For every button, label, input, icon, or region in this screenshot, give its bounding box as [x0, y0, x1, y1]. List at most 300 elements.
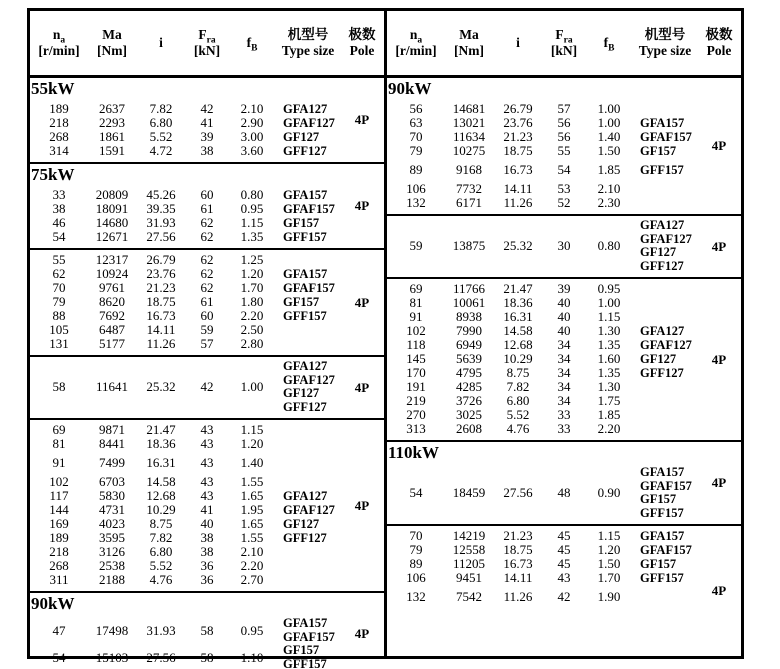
table-row [30, 102, 340, 116]
type-size-cell [633, 380, 697, 394]
i-cell: 31.93 [146, 622, 176, 638]
type-size-cell [633, 590, 697, 604]
na-cell: 55 [52, 252, 66, 267]
type-size-list [633, 219, 697, 273]
i-cell: 21.47 [146, 422, 176, 437]
na-cell: 54 [409, 485, 423, 500]
table-row [387, 163, 697, 177]
pole-label: 4P [711, 238, 727, 254]
type-size-cell: GFAF157 [640, 543, 692, 557]
table-row [30, 545, 340, 559]
header-subscript: a [417, 35, 423, 46]
table-block-left-3 [30, 355, 384, 418]
ma-cell: 7692 [99, 308, 125, 323]
power-section-title: 55kW [31, 79, 75, 98]
type-size-cell: GF127 [640, 352, 677, 366]
fra-cell: 45 [557, 542, 571, 557]
na-cell: 268 [49, 129, 69, 144]
block-main [387, 279, 697, 440]
i-cell: 18.75 [146, 294, 176, 309]
fb-cell: 1.80 [240, 294, 264, 309]
table-row [30, 624, 276, 638]
header-col-3-left [186, 11, 228, 75]
table-row [387, 324, 697, 338]
table-row [387, 543, 697, 557]
type-size-cell [633, 422, 697, 436]
fra-cell: 53 [557, 181, 571, 196]
fb-cell: 1.20 [240, 436, 264, 451]
header-col-5-right [633, 11, 697, 75]
num-rows [387, 466, 633, 520]
header-symbol: $n_a$ [409, 27, 423, 46]
ma-cell: 3126 [99, 544, 125, 559]
table-row [30, 116, 340, 130]
fra-cell: 34 [557, 393, 571, 408]
i-cell: 11.26 [503, 195, 533, 210]
table-row [30, 337, 340, 351]
i-cell: 14.58 [146, 474, 176, 489]
header-unit: Pole [349, 43, 375, 58]
type-size-cell: GFA127 [640, 324, 685, 338]
header-col-0-left [30, 11, 88, 75]
table-row [387, 338, 697, 352]
table-row [30, 230, 340, 244]
ma-cell: 2538 [99, 558, 125, 573]
type-size-line: GFF127 [283, 399, 327, 414]
type-size-cell: GFAF157 [640, 130, 692, 144]
ma-cell: 8938 [456, 309, 482, 324]
fra-cell: 33 [557, 407, 571, 422]
na-cell: 189 [49, 530, 69, 545]
header-unit: [r/min] [395, 43, 437, 58]
ma-cell: 2293 [99, 115, 125, 130]
type-size-cell: GFA157 [640, 116, 685, 130]
fb-cell: 1.55 [240, 474, 264, 489]
ma-cell: 6487 [99, 322, 125, 337]
table-row [30, 216, 340, 230]
type-size-list [633, 466, 697, 520]
num-rows [30, 360, 276, 414]
table-row [30, 202, 340, 216]
type-size-cell: GF127 [283, 130, 320, 144]
ma-cell: 9761 [99, 280, 125, 295]
type-size-list [276, 617, 340, 669]
table-row [30, 188, 340, 202]
header-subscript: B [251, 43, 258, 54]
i-cell: 8.75 [506, 365, 530, 380]
na-cell: 270 [406, 407, 426, 422]
fra-cell: 55 [557, 143, 571, 158]
ma-cell: 14680 [95, 215, 129, 230]
i-cell: 16.31 [146, 455, 176, 470]
type-size-cell [276, 253, 340, 267]
header-symbol: $f_B$ [603, 35, 615, 54]
header-col-6-left [340, 11, 384, 75]
i-cell: 6.80 [149, 115, 173, 130]
i-cell: 14.11 [503, 570, 533, 585]
fb-cell: 1.35 [597, 365, 621, 380]
i-cell: 16.73 [146, 308, 176, 323]
fra-cell: 45 [557, 528, 571, 543]
i-cell: 6.80 [149, 544, 173, 559]
table-row [387, 366, 697, 380]
type-size-cell: GFA157 [640, 529, 685, 543]
table-row [387, 102, 697, 116]
fra-cell: 43 [200, 474, 214, 489]
header-unit: [kN] [550, 43, 578, 58]
type-size-line: GF127 [283, 386, 320, 400]
table-block-left-0 [30, 78, 384, 162]
pole-cell [340, 164, 384, 248]
fb-cell: 1.00 [597, 295, 621, 310]
table-row [387, 130, 697, 144]
i-cell: 6.80 [506, 393, 530, 408]
type-size-cell [276, 456, 340, 470]
type-size-cell [633, 296, 697, 310]
i-cell: 14.11 [146, 322, 176, 337]
header-col-4-right [585, 11, 633, 75]
fra-cell: 41 [200, 115, 214, 130]
split-group [387, 216, 697, 277]
na-cell: 219 [406, 393, 426, 408]
left-table-half [30, 11, 384, 669]
block-main [387, 526, 697, 656]
i-cell: 4.72 [149, 143, 173, 158]
ma-cell: 4023 [99, 516, 125, 531]
table-row [30, 475, 340, 489]
fra-cell: 39 [557, 281, 571, 296]
fra-cell: 62 [200, 280, 214, 295]
pole-cell [697, 442, 741, 524]
table-block-right-0 [387, 78, 741, 214]
na-cell: 106 [406, 181, 426, 196]
i-cell: 21.47 [503, 281, 533, 296]
fb-cell: 3.60 [240, 143, 264, 158]
type-size-line: GFF127 [640, 258, 684, 273]
table-block-left-2 [30, 248, 384, 355]
fb-cell: 1.70 [240, 280, 264, 295]
type-size-cell: GFAF157 [283, 202, 335, 216]
na-cell: 38 [52, 201, 66, 216]
na-cell: 54 [52, 649, 66, 665]
table-row [387, 296, 697, 310]
ma-cell: 1591 [99, 143, 125, 158]
na-cell: 70 [409, 528, 423, 543]
table-row [387, 408, 697, 422]
type-size-cell [633, 282, 697, 296]
fra-cell: 43 [200, 488, 214, 503]
fra-cell: 43 [200, 422, 214, 437]
fb-cell: 2.10 [240, 101, 264, 116]
fb-cell: 1.95 [240, 502, 264, 517]
type-size-line: GFA157 [283, 616, 328, 630]
header-col-3-right [543, 11, 585, 75]
type-size-cell: GF127 [283, 517, 320, 531]
ma-cell: 4731 [99, 502, 125, 517]
block-main [387, 216, 697, 277]
pole-label: 4P [354, 626, 370, 641]
na-cell: 79 [52, 294, 66, 309]
type-size-cell: GFF157 [283, 230, 327, 244]
na-cell: 218 [49, 544, 69, 559]
i-cell: 18.36 [503, 295, 533, 310]
table-row [387, 144, 697, 158]
ma-cell: 2188 [99, 572, 125, 587]
pole-label: 4P [354, 112, 370, 127]
split-group [387, 463, 697, 524]
table-row [30, 380, 276, 394]
fb-cell: 1.15 [240, 422, 264, 437]
i-cell: 18.75 [503, 143, 533, 158]
na-cell: 191 [406, 379, 426, 394]
fra-cell: 43 [200, 436, 214, 451]
split-group [30, 357, 340, 418]
ma-cell: 10061 [452, 295, 486, 310]
na-cell: 102 [406, 323, 426, 338]
header-col-5-left [276, 11, 340, 75]
na-cell: 89 [409, 162, 423, 177]
left-table-blocks [30, 78, 384, 669]
table-row [30, 309, 340, 323]
header-symbol: i [516, 35, 520, 50]
i-cell: 8.75 [149, 516, 173, 531]
fra-cell: 62 [200, 252, 214, 267]
type-size-line: GFAF127 [283, 372, 335, 387]
header-subscript: B [608, 43, 615, 54]
header-col-6-right [697, 11, 741, 75]
type-size-cell [633, 196, 697, 210]
table-row [30, 295, 340, 309]
num-rows [387, 219, 633, 273]
fb-cell: 0.80 [240, 187, 264, 202]
na-cell: 58 [52, 379, 66, 394]
ma-cell: 9871 [99, 422, 125, 437]
ma-cell: 15103 [95, 649, 129, 665]
ma-cell: 6949 [456, 337, 482, 352]
fra-cell: 52 [557, 195, 571, 210]
ma-cell: 3025 [456, 407, 482, 422]
header-col-4-left [228, 11, 276, 75]
left-table-header [30, 11, 384, 78]
i-cell: 10.29 [146, 502, 176, 517]
ma-cell: 11641 [95, 379, 129, 394]
na-cell: 69 [409, 281, 423, 296]
pole-cell [697, 526, 741, 656]
na-cell: 189 [49, 101, 69, 116]
ma-cell: 12558 [452, 542, 486, 557]
i-cell: 4.76 [149, 572, 173, 587]
power-section-title: 75kW [31, 165, 75, 184]
fra-cell: 48 [557, 485, 571, 500]
table-row [387, 529, 697, 543]
i-cell: 23.76 [146, 266, 176, 281]
type-size-cell [276, 559, 340, 573]
table-row [387, 557, 697, 571]
header-symbol: 机型号 [287, 27, 329, 42]
fb-cell: 0.95 [240, 622, 264, 638]
table-row [387, 590, 697, 604]
rows-group [30, 250, 340, 355]
rows-group [387, 99, 697, 214]
type-size-cell: GFAF127 [640, 338, 692, 352]
fb-cell: 2.50 [240, 322, 264, 337]
table-row [30, 456, 340, 470]
type-size-line: GFF157 [640, 505, 684, 520]
fb-cell: 2.70 [240, 572, 264, 587]
ma-cell: 11634 [452, 129, 486, 144]
i-cell: 14.11 [503, 181, 533, 196]
ma-cell: 10924 [95, 266, 129, 281]
i-cell: 21.23 [146, 280, 176, 295]
gearmotor-spec-table [27, 8, 744, 669]
ma-cell: 12317 [95, 252, 129, 267]
type-size-list [276, 360, 340, 414]
fb-cell: 1.25 [240, 252, 264, 267]
na-cell: 132 [406, 195, 426, 210]
pole-cell [340, 420, 384, 591]
na-cell: 81 [52, 436, 66, 451]
fb-cell: 1.00 [240, 379, 264, 394]
type-size-line: GFAF157 [640, 478, 692, 493]
rows-group [387, 526, 697, 656]
type-size-cell: GFA157 [283, 267, 328, 281]
i-cell: 45.26 [146, 187, 176, 202]
type-size-cell: GF157 [283, 295, 320, 309]
type-size-cell: GF157 [283, 216, 320, 230]
fb-cell: 1.15 [597, 309, 621, 324]
i-cell: 16.73 [503, 162, 533, 177]
fra-cell: 62 [200, 229, 214, 244]
header-unit: Pole [706, 43, 732, 58]
block-main [30, 593, 340, 669]
table-row [387, 380, 697, 394]
fra-cell: 34 [557, 351, 571, 366]
i-cell: 27.56 [503, 485, 533, 500]
fb-cell: 1.40 [240, 455, 264, 470]
na-cell: 63 [409, 115, 423, 130]
type-size-line: GFA127 [283, 359, 328, 373]
block-main [30, 164, 340, 248]
ma-cell: 11205 [452, 556, 486, 571]
header-symbol: $F_{ra}$ [555, 27, 573, 46]
na-cell: 79 [409, 143, 423, 158]
pole-label: 4P [354, 198, 370, 213]
na-cell: 62 [52, 266, 66, 281]
table-block-left-1 [30, 162, 384, 248]
type-size-cell: GFF157 [640, 571, 684, 585]
fra-cell: 36 [200, 558, 214, 573]
fb-cell: 2.20 [240, 558, 264, 573]
fb-cell: 2.10 [240, 544, 264, 559]
fb-cell: 0.80 [597, 238, 621, 253]
fb-cell: 1.15 [597, 528, 621, 543]
i-cell: 21.23 [503, 129, 533, 144]
na-cell: 144 [49, 502, 69, 517]
type-size-line: GF157 [640, 492, 677, 506]
table-row [30, 253, 340, 267]
na-cell: 88 [52, 308, 66, 323]
block-main [30, 357, 340, 418]
i-cell: 11.26 [146, 336, 176, 351]
fra-cell: 61 [200, 294, 214, 309]
i-cell: 39.35 [146, 201, 176, 216]
table-row [387, 282, 697, 296]
i-cell: 12.68 [503, 337, 533, 352]
fb-cell: 1.90 [597, 589, 621, 604]
num-rows [30, 617, 276, 669]
fb-cell: 2.10 [597, 181, 621, 196]
right-table-header [387, 11, 741, 78]
fb-cell: 0.95 [240, 201, 264, 216]
na-cell: 70 [409, 129, 423, 144]
ma-cell: 2608 [456, 421, 482, 436]
table-row [30, 281, 340, 295]
i-cell: 31.93 [146, 215, 176, 230]
fra-cell: 38 [200, 143, 214, 158]
i-cell: 16.31 [503, 309, 533, 324]
fb-cell: 1.00 [597, 115, 621, 130]
table-row [30, 267, 340, 281]
header-symbol: Ma [459, 27, 479, 42]
table-row [387, 352, 697, 366]
header-symbol: 机型号 [644, 27, 686, 42]
table-block-left-4 [30, 418, 384, 591]
i-cell: 27.56 [146, 229, 176, 244]
header-unit: [kN] [193, 43, 221, 58]
na-cell: 313 [406, 421, 426, 436]
type-size-cell: GFF157 [283, 309, 327, 323]
fra-cell: 56 [557, 129, 571, 144]
i-cell: 7.82 [149, 101, 173, 116]
fra-cell: 42 [557, 589, 571, 604]
fb-cell: 1.40 [597, 129, 621, 144]
table-row [387, 239, 633, 253]
na-cell: 268 [49, 558, 69, 573]
header-unit: [Nm] [454, 43, 484, 58]
na-cell: 54 [52, 229, 66, 244]
fra-cell: 43 [557, 570, 571, 585]
type-size-cell: GFF157 [640, 163, 684, 177]
table-row [30, 531, 340, 545]
fra-cell: 62 [200, 215, 214, 230]
na-cell: 314 [49, 143, 69, 158]
table-block-left-5 [30, 591, 384, 669]
type-size-line: GF127 [640, 245, 677, 259]
type-size-cell: GF157 [640, 144, 677, 158]
fra-cell: 43 [200, 455, 214, 470]
fra-cell: 41 [200, 502, 214, 517]
table-block-right-4 [387, 524, 741, 656]
i-cell: 11.26 [503, 589, 533, 604]
header-col-2-left [136, 11, 186, 75]
fb-cell: 1.55 [240, 530, 264, 545]
type-size-cell: GFA127 [283, 489, 328, 503]
fb-cell: 3.00 [240, 129, 264, 144]
fb-cell: 1.85 [597, 162, 621, 177]
table-row [30, 651, 276, 665]
ma-cell: 8620 [99, 294, 125, 309]
i-cell: 18.75 [503, 542, 533, 557]
na-cell: 170 [406, 365, 426, 380]
type-size-cell: GFF127 [283, 531, 327, 545]
table-row [30, 130, 340, 144]
i-cell: 25.32 [503, 238, 533, 253]
ma-cell: 13875 [452, 238, 486, 253]
na-cell: 106 [406, 570, 426, 585]
ma-cell: 5639 [456, 351, 482, 366]
fb-cell: 1.20 [597, 542, 621, 557]
fra-cell: 38 [200, 530, 214, 545]
